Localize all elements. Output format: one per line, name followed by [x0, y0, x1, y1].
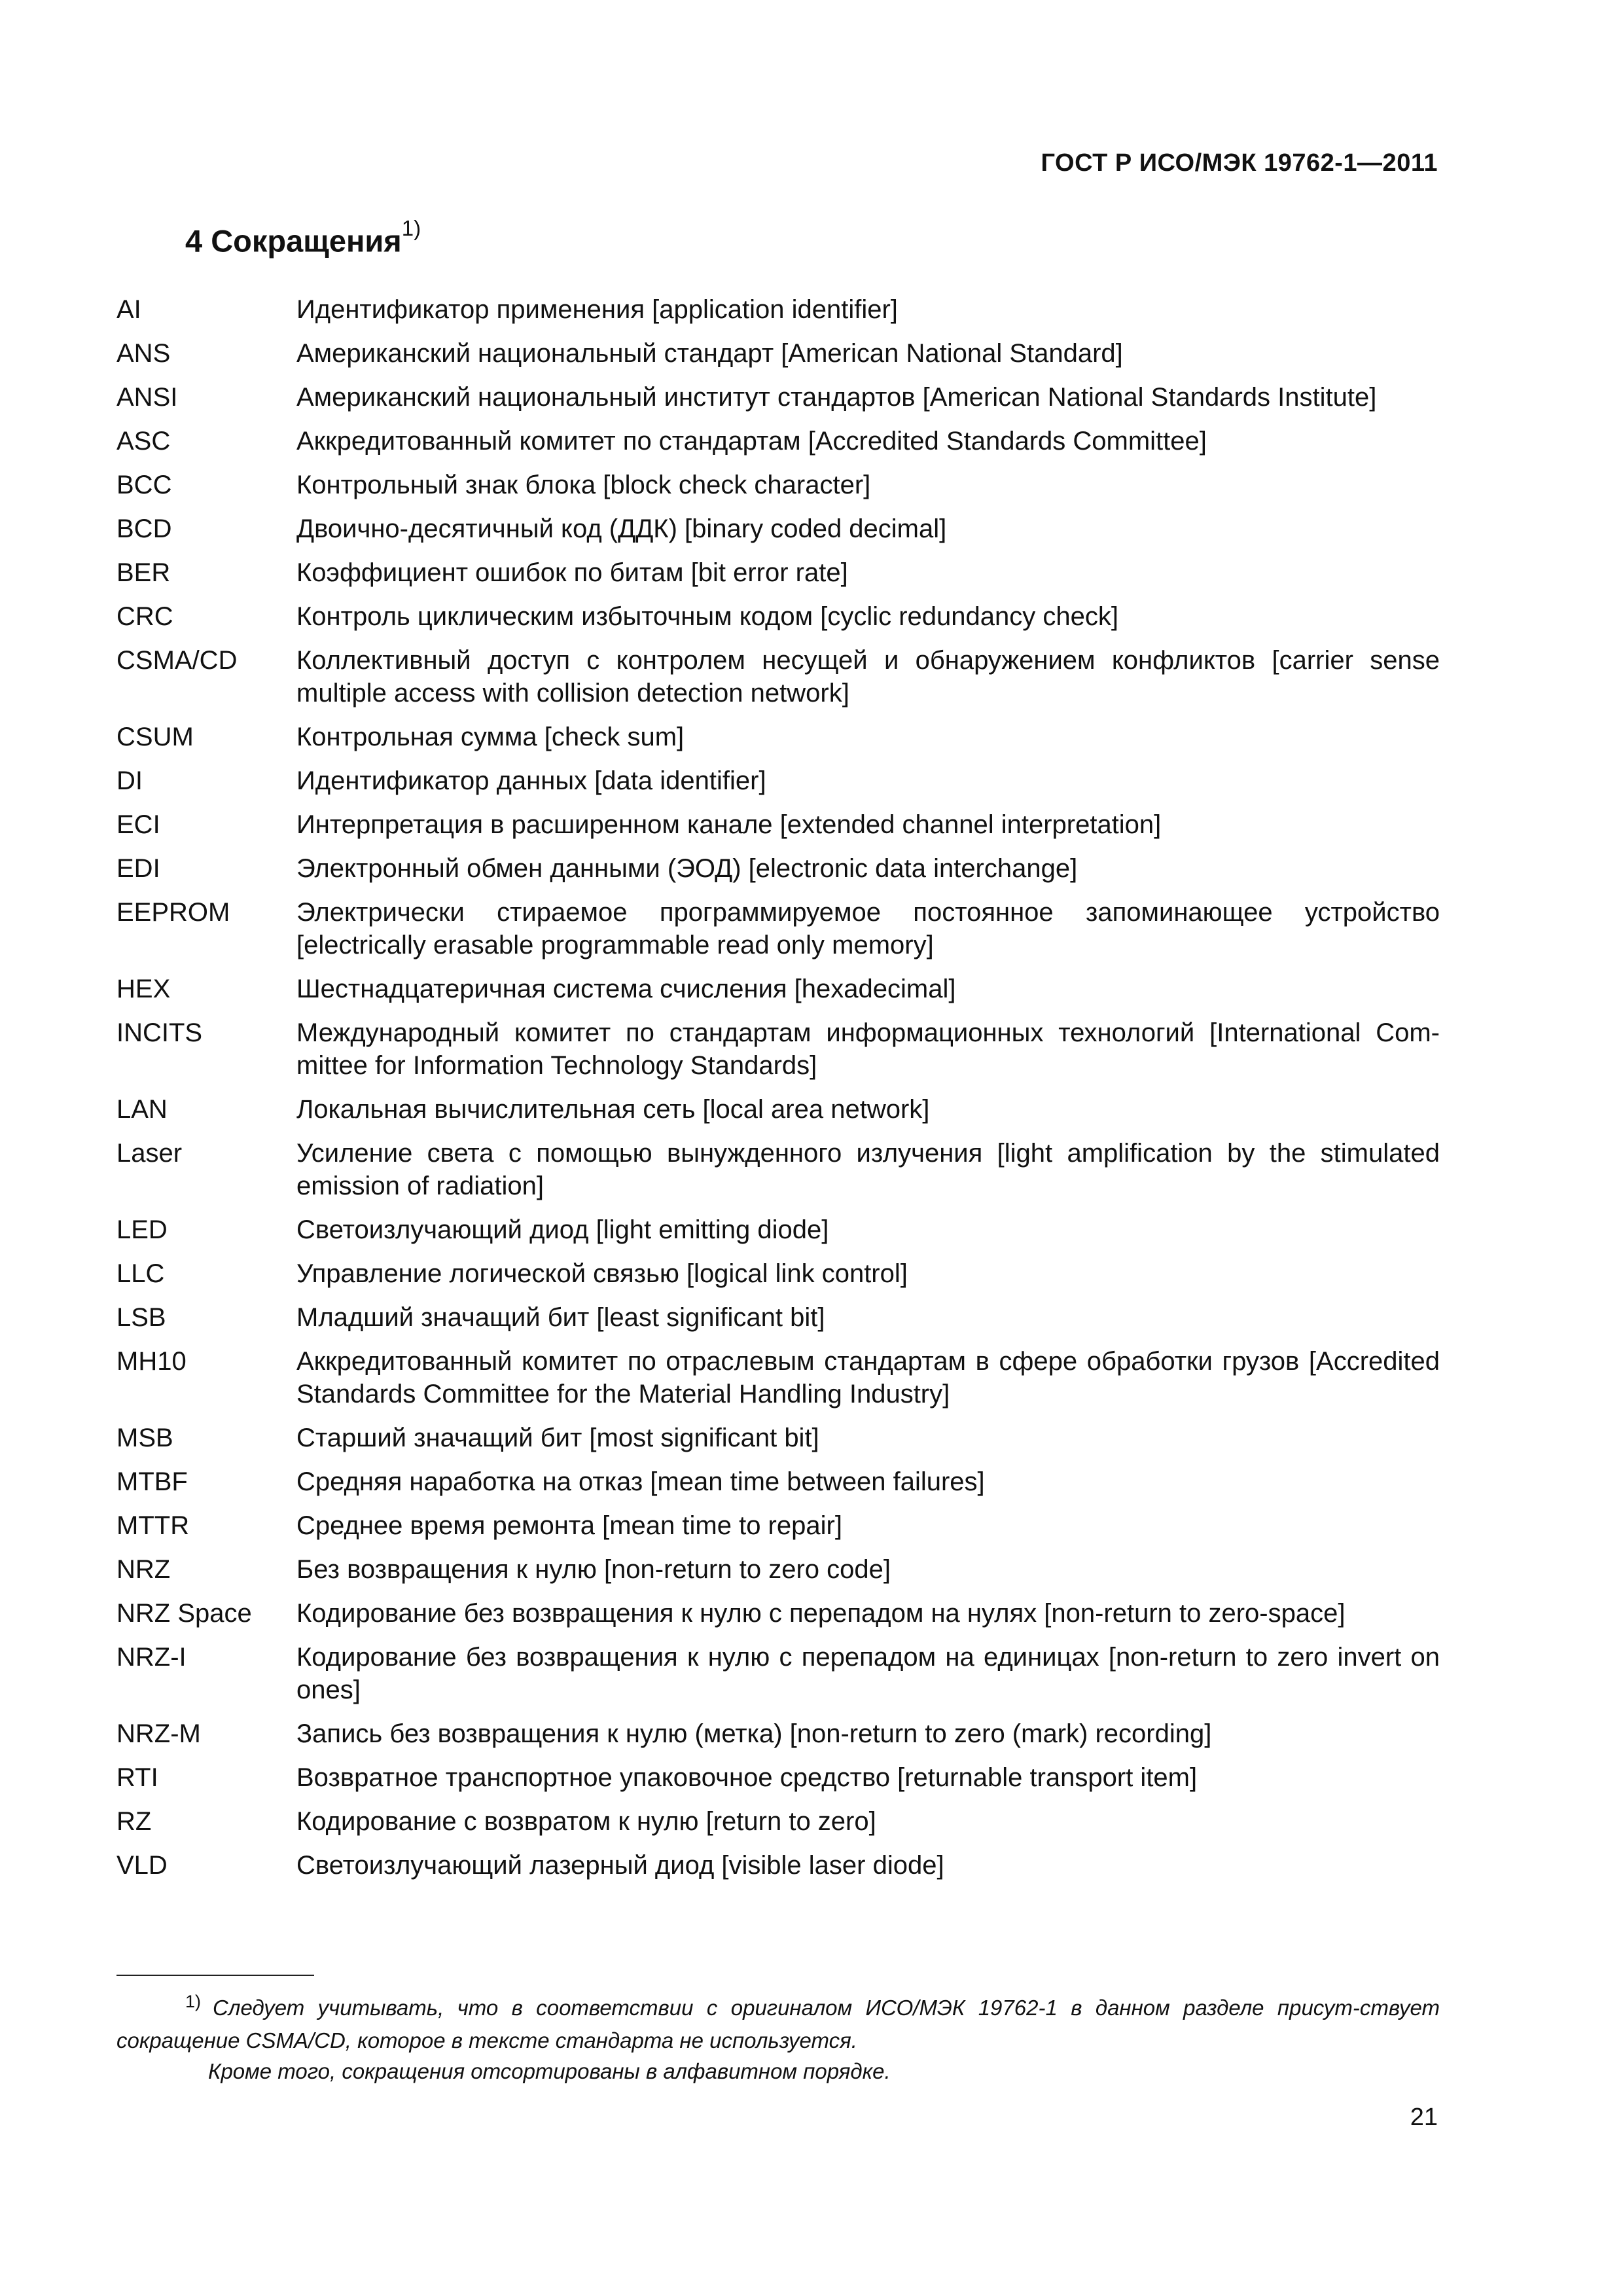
abbreviation-definition: Управление логической связью [logical link control] [296, 1259, 908, 1288]
abbreviation-row [116, 1553, 1440, 1586]
abbreviation-term: ANSI [116, 383, 178, 412]
abbreviation-term: NRZ Space [116, 1599, 252, 1628]
abbreviation-row [116, 512, 1440, 545]
abbreviation-definition: Светоизлучающий лазерный диод [visible laser diode] [296, 1851, 944, 1880]
abbreviation-definition: Кодирование с возвратом к нулю [return to zero] [296, 1807, 876, 1836]
abbreviation-definition: Идентификатор данных [data identifier] [296, 766, 766, 795]
abbreviation-definition: Возвратное транспортное упаковочное средство [returnable transport item] [296, 1763, 1198, 1792]
abbreviation-definition: Электронный обмен данными (ЭОД) [electronic data interchange] [296, 854, 1078, 883]
abbreviation-term: BER [116, 558, 171, 587]
abbreviation-definition: Запись без возвращения к нулю (метка) [non-return to zero (mark) recording] [296, 1719, 1212, 1748]
abbreviation-term: MTBF [116, 1467, 188, 1496]
abbreviation-term: Laser [116, 1139, 183, 1168]
abbreviation-definition: Международный комитет по стандартам информационных технологий [International Com-mittee for Information Technology Standards] [296, 1018, 1440, 1080]
abbreviation-definition: Интерпретация в расширенном канале [extended channel interpretation] [296, 810, 1162, 839]
abbreviation-row [116, 852, 1440, 885]
abbreviation-definition: Светоизлучающий диод [light emitting diode] [296, 1215, 829, 1244]
abbreviation-term: NRZ-I [116, 1643, 187, 1672]
abbreviation-row [116, 1465, 1440, 1498]
abbreviation-row [116, 337, 1440, 370]
abbreviation-definition: Электрически стираемое программируемое постоянное запоминающее устройство [electrically erasable programmable read only memory] [296, 898, 1440, 960]
abbreviation-definition: Локальная вычислительная сеть [local area network] [296, 1095, 930, 1124]
abbreviation-term: INCITS [116, 1018, 203, 1047]
abbreviation-definition: Аккредитованный комитет по отраслевым стандартам в сфере обработки грузов [Accredited Standards Committee for the Material Handling Industry] [296, 1347, 1440, 1408]
abbreviation-term: MH10 [116, 1347, 187, 1376]
footnote [116, 1992, 1440, 2087]
abbreviation-row [116, 1849, 1440, 1882]
abbreviation-row [116, 1761, 1440, 1794]
abbreviation-term: AI [116, 295, 141, 324]
abbreviation-term: VLD [116, 1851, 168, 1880]
abbreviation-row [116, 469, 1440, 501]
abbreviation-row [116, 808, 1440, 841]
abbreviation-term: LAN [116, 1095, 168, 1124]
abbreviation-row [116, 1016, 1440, 1082]
abbreviation-term: BCC [116, 471, 172, 499]
abbreviation-row [116, 644, 1440, 709]
footnote-text: Следует учитывать, что в соответствии с оригиналом ИСО/МЭК 19762-1 в данном разделе присут-ствует сокращение CSMA/CD, которое в тексте стандарта не используется. [116, 1996, 1440, 2053]
abbreviation-definition: Аккредитованный комитет по стандартам [Accredited Standards Committee] [296, 427, 1207, 456]
footnote-reference[interactable]: 1) [401, 216, 421, 240]
footnote-paragraph [116, 1992, 1440, 2056]
abbreviation-row [116, 1805, 1440, 1838]
abbreviation-row [116, 1137, 1440, 1202]
page-number: 21 [1410, 2104, 1438, 2131]
abbreviation-definition: Контрольный знак блока [block check character] [296, 471, 871, 499]
section-heading: Сокращения [211, 223, 402, 259]
abbreviation-definition: Средняя наработка на отказ [mean time between failures] [296, 1467, 985, 1496]
abbreviation-row [116, 1422, 1440, 1454]
abbreviation-definition: Контроль циклическим избыточным кодом [cyclic redundancy check] [296, 602, 1118, 631]
abbreviation-row [116, 425, 1440, 457]
abbreviation-row [116, 1213, 1440, 1246]
abbreviation-definition: Контрольная сумма [check sum] [296, 723, 685, 751]
abbreviation-row [116, 1257, 1440, 1290]
abbreviation-term: ECI [116, 810, 160, 839]
abbreviation-definition: Коллективный доступ с контролем несущей и обнаружением конфликтов [carrier sense multiple access with collision detection network] [296, 646, 1440, 708]
abbreviation-definition: Усиление света с помощью вынужденного излучения [light amplification by the stimulated emission of radiation] [296, 1139, 1440, 1200]
section-number: 4 [185, 223, 203, 259]
abbreviation-definition: Кодирование без возвращения к нулю с перепадом на нулях [non-return to zero-space] [296, 1599, 1346, 1628]
abbreviation-definition: Кодирование без возвращения к нулю с перепадом на единицах [non-return to zero invert on ones] [296, 1643, 1440, 1704]
abbreviation-row [116, 1093, 1440, 1126]
abbreviation-definition: Старший значащий бит [most significant bit] [296, 1424, 819, 1452]
abbreviation-row [116, 1509, 1440, 1542]
footnote-divider [116, 1975, 314, 1976]
abbreviation-list [116, 293, 1440, 1893]
abbreviation-row [116, 600, 1440, 633]
abbreviation-term: LSB [116, 1303, 166, 1332]
abbreviation-term: CRC [116, 602, 173, 631]
abbreviation-row [116, 721, 1440, 753]
abbreviation-term: ANS [116, 339, 171, 368]
abbreviation-definition: Двоично-десятичный код (ДДК) [binary coded decimal] [296, 514, 947, 543]
abbreviation-definition: Без возвращения к нулю [non-return to zero code] [296, 1555, 891, 1584]
abbreviation-term: ASC [116, 427, 171, 456]
abbreviation-term: EDI [116, 854, 160, 883]
abbreviation-row [116, 1597, 1440, 1630]
abbreviation-row [116, 1301, 1440, 1334]
abbreviation-definition: Идентификатор применения [application identifier] [296, 295, 898, 324]
abbreviation-definition: Среднее время ремонта [mean time to repair] [296, 1511, 842, 1540]
abbreviation-term: MTTR [116, 1511, 190, 1540]
abbreviation-term: DI [116, 766, 143, 795]
abbreviation-row [116, 1717, 1440, 1750]
abbreviation-term: RTI [116, 1763, 158, 1792]
section-title [185, 216, 421, 259]
abbreviation-row [116, 556, 1440, 589]
abbreviation-row [116, 764, 1440, 797]
abbreviation-row [116, 1641, 1440, 1706]
abbreviation-definition: Американский национальный институт стандартов [American National Standards Institute] [296, 383, 1377, 412]
abbreviation-term: NRZ [116, 1555, 171, 1584]
abbreviation-term: RZ [116, 1807, 152, 1836]
abbreviation-term: LED [116, 1215, 168, 1244]
abbreviation-term: LLC [116, 1259, 165, 1288]
footnote-text-2: Кроме того, сокращения отсортированы в алфавитном порядке. [208, 2059, 891, 2083]
abbreviation-term: CSUM [116, 723, 194, 751]
abbreviation-term: MSB [116, 1424, 173, 1452]
footnote-mark: 1) [185, 1992, 202, 2011]
document-header: ГОСТ Р ИСО/МЭК 19762-1—2011 [1041, 149, 1438, 177]
abbreviation-row [116, 1345, 1440, 1410]
abbreviation-term: CSMA/CD [116, 646, 238, 675]
abbreviation-row [116, 381, 1440, 414]
abbreviation-definition: Американский национальный стандарт [American National Standard] [296, 339, 1123, 368]
abbreviation-definition: Младший значащий бит [least significant bit] [296, 1303, 825, 1332]
abbreviation-row [116, 293, 1440, 326]
abbreviation-term: NRZ-M [116, 1719, 201, 1748]
abbreviation-term: BCD [116, 514, 172, 543]
abbreviation-term: HEX [116, 975, 171, 1003]
abbreviation-definition: Шестнадцатеричная система счисления [hexadecimal] [296, 975, 956, 1003]
abbreviation-term: EEPROM [116, 898, 230, 927]
abbreviation-row [116, 973, 1440, 1005]
abbreviation-row [116, 896, 1440, 961]
abbreviation-definition: Коэффициент ошибок по битам [bit error rate] [296, 558, 848, 587]
